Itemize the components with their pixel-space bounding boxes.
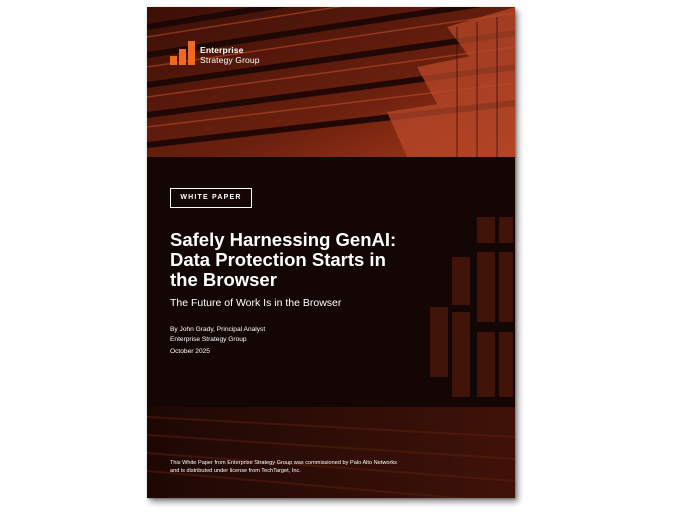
footer-line2: and is distributed under license from TechTarget, Inc. <box>170 468 301 474</box>
author-name: By John Grady, Principal Analyst <box>170 326 266 333</box>
publication-date: October 2025 <box>170 348 210 355</box>
author-byline <box>170 325 420 344</box>
logo-text-line2: Strategy Group <box>200 55 260 65</box>
logo-text-line1: Enterprise <box>200 45 244 55</box>
title-line2: Data Protection Starts in <box>170 249 386 270</box>
bar-chart-logo-icon <box>170 41 196 65</box>
document-title <box>170 230 450 290</box>
document-subtitle: The Future of Work Is in the Browser <box>170 297 342 309</box>
commission-note <box>170 459 470 475</box>
title-line1: Safely Harnessing GenAI: <box>170 229 397 250</box>
author-organization: Enterprise Strategy Group <box>170 335 247 343</box>
document-type-badge: WHITE PAPER <box>170 188 252 208</box>
company-logo <box>170 41 260 65</box>
footer-line1: This White Paper from Enterprise Strategy Group was commissioned by Palo Alto Networks <box>170 460 397 466</box>
title-line3: the Browser <box>170 269 277 290</box>
document-cover <box>147 7 515 498</box>
